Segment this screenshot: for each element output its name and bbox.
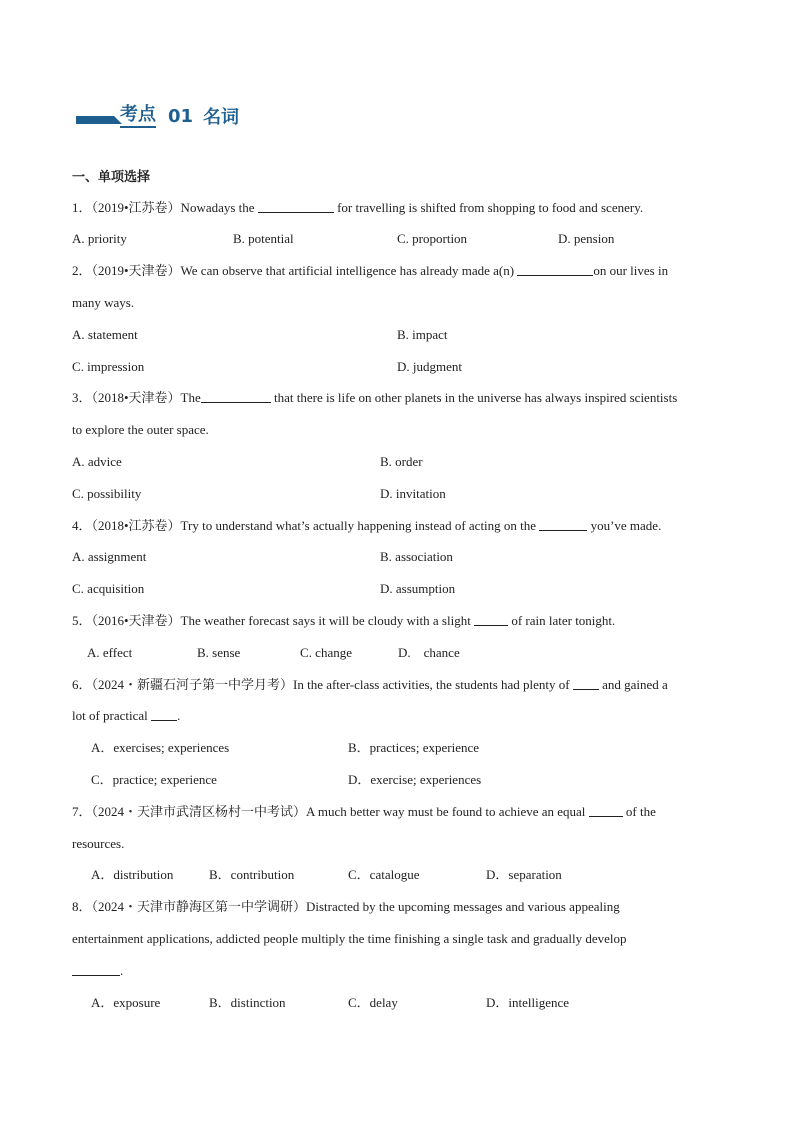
question-3-line-1: 3．（2018•天津卷）The that there is life on other planets in the universe has always inspired scientists <box>72 390 678 405</box>
question-7-option-d[interactable]: D．separation <box>486 867 562 882</box>
heading-label: 考点 <box>120 105 156 128</box>
question-2-line-2: many ways. <box>72 295 135 310</box>
question-4-option-a[interactable]: A. assignment <box>72 549 147 564</box>
question-4-option-c[interactable]: C. acquisition <box>72 581 145 596</box>
question-2-option-b[interactable]: B. impact <box>397 327 448 342</box>
question-7-line-1: 7．（2024・天津市武清区杨村一中考试）A much better way must be found to achieve an equal of the <box>72 804 656 819</box>
question-5-option-b[interactable]: B. sense <box>197 645 241 660</box>
question-6-option-b[interactable]: B．practices; experience <box>348 740 480 755</box>
section-title: 一、单项选择 <box>72 170 151 185</box>
section-heading <box>76 104 239 128</box>
question-5-option-c[interactable]: C. change <box>300 645 352 660</box>
question-1-option-b[interactable]: B. potential <box>233 231 294 246</box>
question-8-option-d[interactable]: D．intelligence <box>486 995 570 1010</box>
question-4-option-d[interactable]: D. assumption <box>380 581 456 596</box>
question-3-option-b[interactable]: B. order <box>380 454 423 469</box>
question-4-line-1: 4．（2018•江苏卷）Try to understand what’s actually happening instead of acting on the you’ve made. <box>72 518 662 533</box>
question-6-option-c[interactable]: C．practice; experience <box>91 772 217 787</box>
question-5-option-d[interactable]: D. chance <box>398 645 460 660</box>
question-2-option-c[interactable]: C. impression <box>72 359 145 374</box>
answer-blank <box>474 613 508 626</box>
question-1-option-a[interactable]: A. priority <box>72 231 127 246</box>
question-3-option-c[interactable]: C. possibility <box>72 486 142 501</box>
answer-blank <box>573 677 599 690</box>
answer-blank <box>151 708 177 721</box>
heading-title: 名词 <box>203 107 240 128</box>
question-5-line-1: 5．（2016•天津卷）The weather forecast says it will be cloudy with a slight of rain later tonight. <box>72 613 616 628</box>
question-8-line-1: 8．（2024・天津市静海区第一中学调研）Distracted by the upcoming messages and various appealing <box>72 899 620 914</box>
question-7-option-a[interactable]: A．distribution <box>91 867 174 882</box>
question-3-line-2: to explore the outer space. <box>72 422 209 437</box>
question-2-line-1: 2．（2019•天津卷）We can observe that artificial intelligence has already made a(n) on our lives in <box>72 263 669 278</box>
question-8-option-a[interactable]: A．exposure <box>91 995 161 1010</box>
question-8-option-b[interactable]: B．distinction <box>209 995 286 1010</box>
question-5-option-a[interactable]: A. effect <box>87 645 133 660</box>
question-6-option-d[interactable]: D．exercise; experiences <box>348 772 482 787</box>
heading-bar-decoration <box>76 116 114 124</box>
question-1-option-c[interactable]: C. proportion <box>397 231 468 246</box>
question-8-option-c[interactable]: C．delay <box>348 995 398 1010</box>
answer-blank <box>258 200 334 213</box>
answer-blank <box>539 518 587 531</box>
question-2-option-a[interactable]: A. statement <box>72 327 138 342</box>
question-7-option-c[interactable]: C．catalogue <box>348 867 420 882</box>
answer-blank <box>201 390 271 403</box>
question-6-line-1: 6．（2024・新疆石河子第一中学月考）In the after-class activities, the students had plenty of and gained a <box>72 677 668 692</box>
question-3-option-a[interactable]: A. advice <box>72 454 122 469</box>
question-4-option-b[interactable]: B. association <box>380 549 453 564</box>
heading-number: 01 <box>168 105 194 127</box>
question-1-line-1: 1．（2019•江苏卷）Nowadays the for travelling is shifted from shopping to food and scenery. <box>72 200 644 215</box>
question-2-option-d[interactable]: D. judgment <box>397 359 462 374</box>
question-1-option-d[interactable]: D. pension <box>558 231 615 246</box>
answer-blank <box>589 804 623 817</box>
question-6-option-a[interactable]: A．exercises; experiences <box>91 740 230 755</box>
question-7-line-2: resources. <box>72 836 125 851</box>
question-3-option-d[interactable]: D. invitation <box>380 486 446 501</box>
question-6-line-2: lot of practical . <box>72 708 181 723</box>
answer-blank <box>72 963 120 976</box>
question-8-line-3: . <box>72 963 123 979</box>
question-8-line-2: entertainment applications, addicted people multiply the time finishing a single task and gradually develop <box>72 931 627 946</box>
question-7-option-b[interactable]: B．contribution <box>209 867 295 882</box>
answer-blank <box>517 263 593 276</box>
